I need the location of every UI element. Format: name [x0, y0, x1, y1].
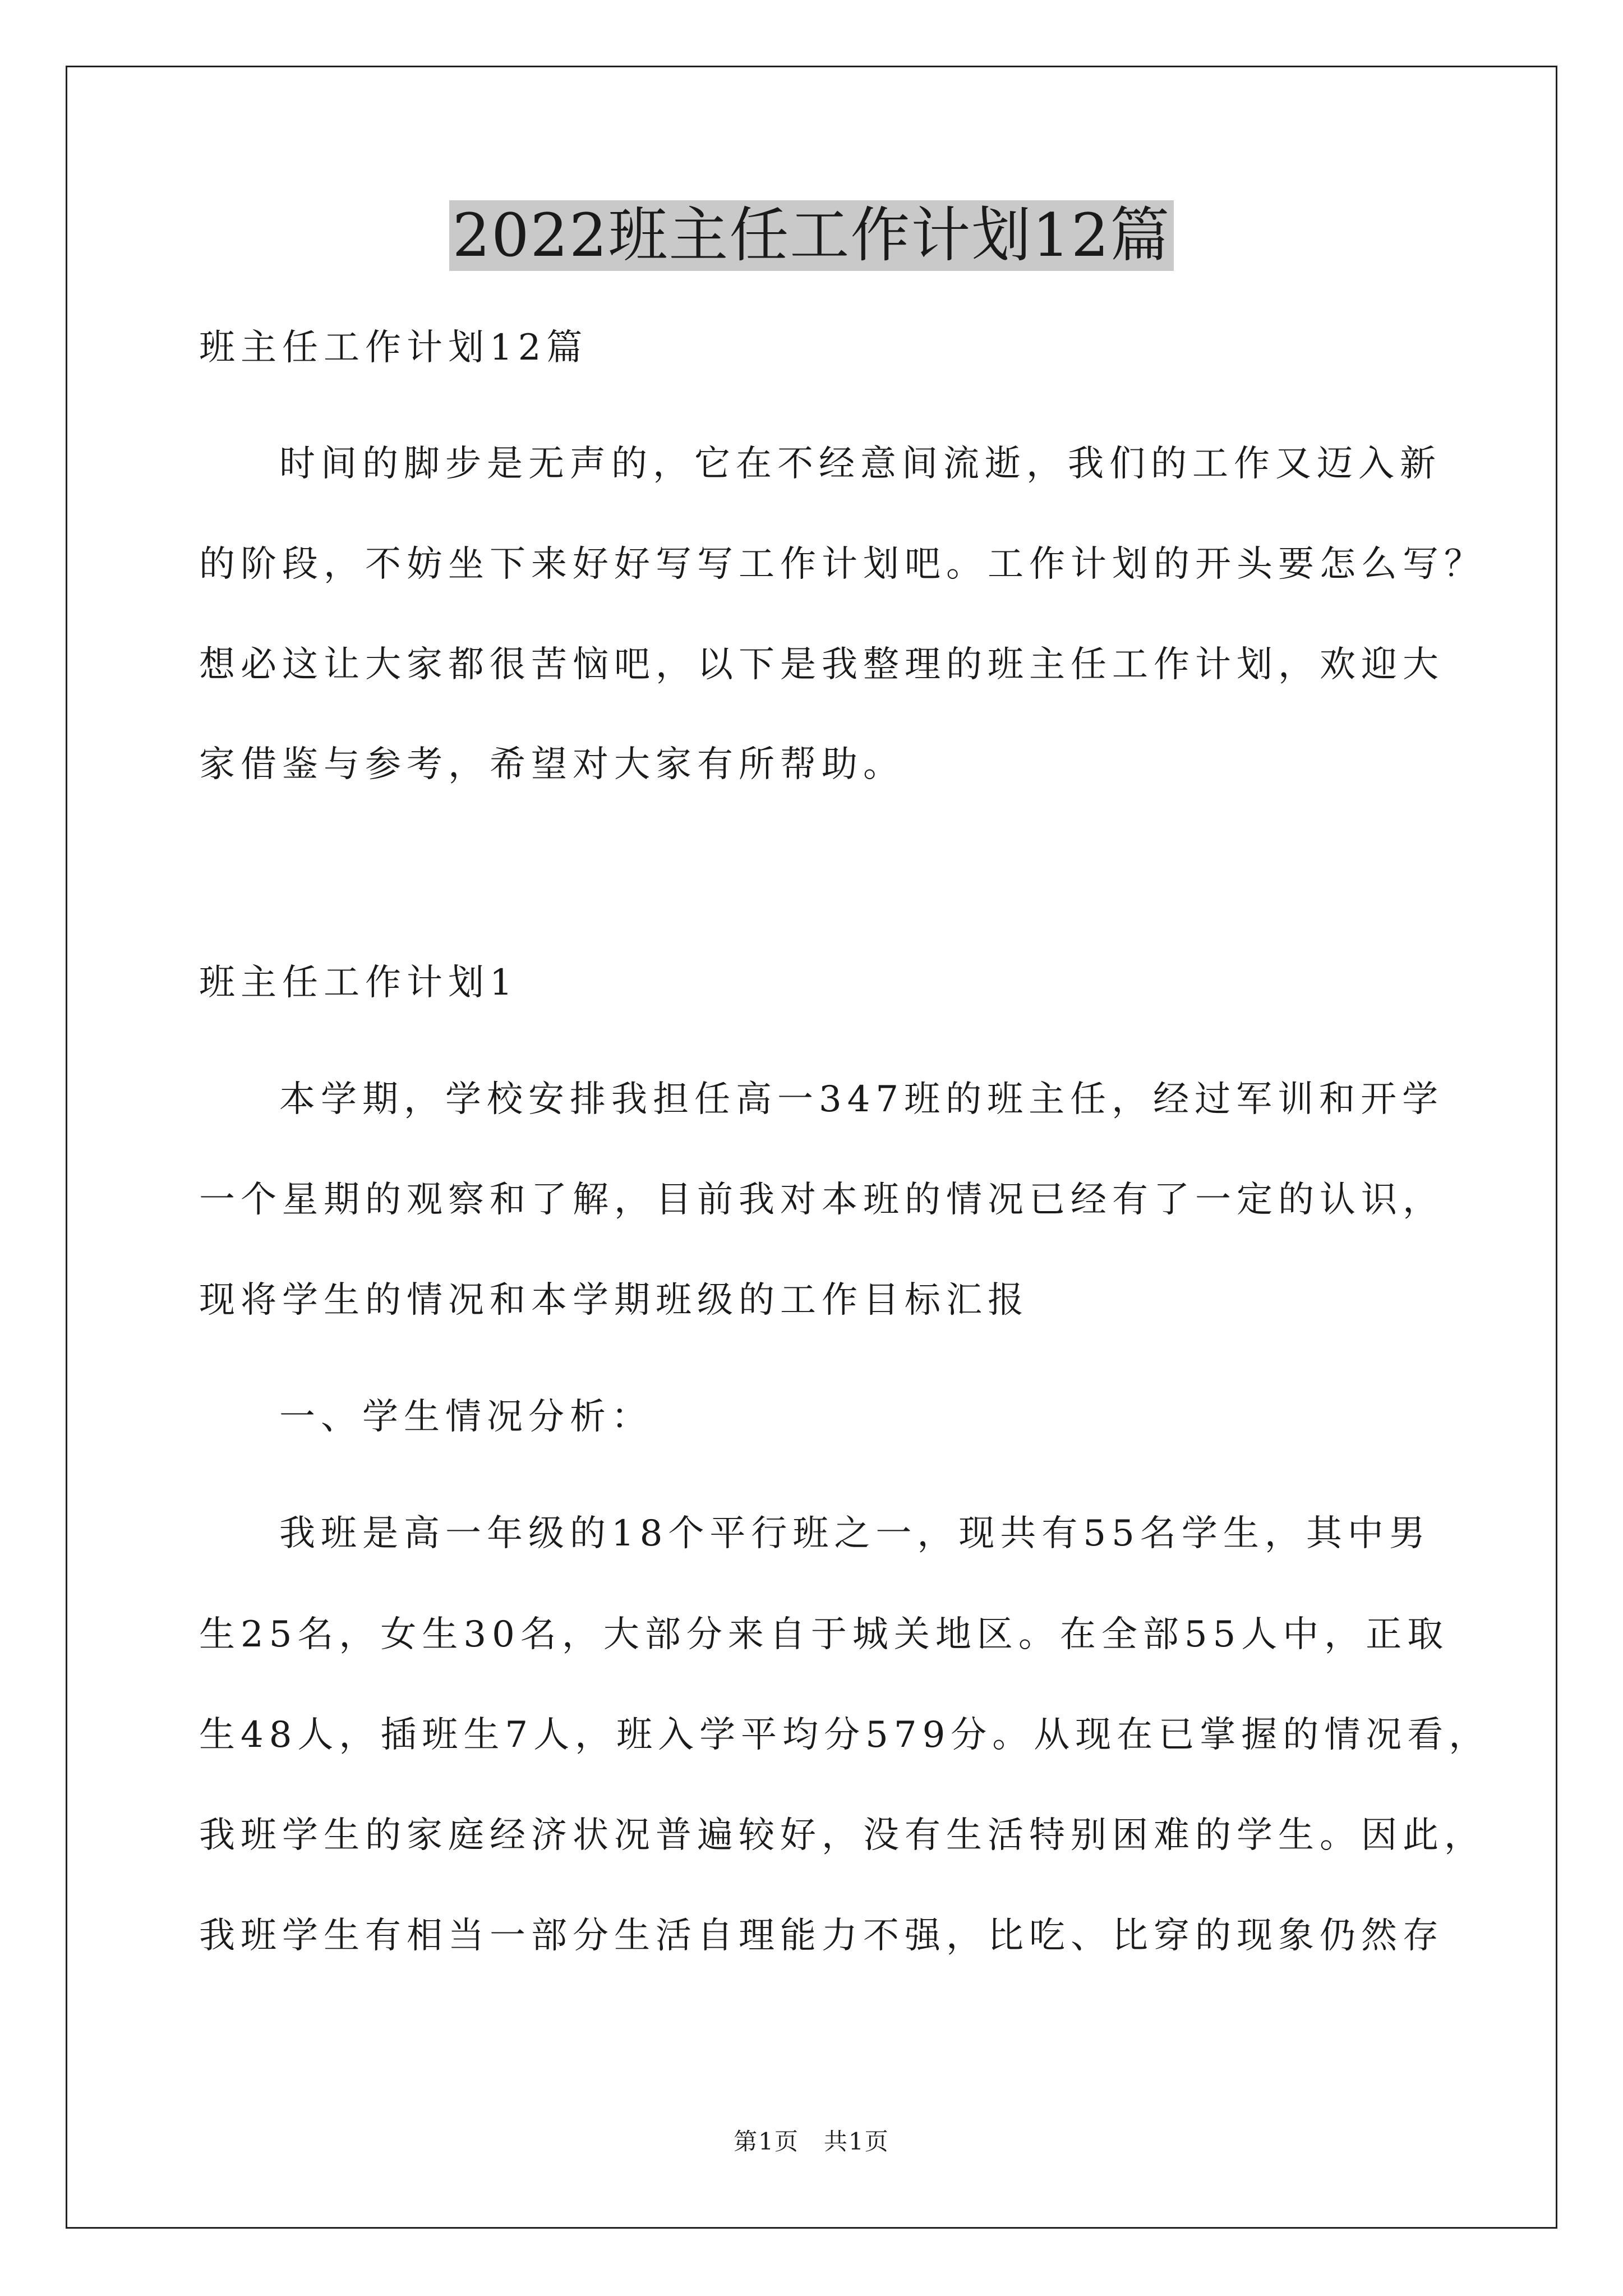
page-border: [66, 66, 1557, 2229]
paragraph-line: 生48人，插班生7人，班入学平均分579分。从现在已掌握的情况看，: [199, 1714, 1491, 1756]
subtitle-line: 班主任工作计划12篇: [199, 327, 588, 369]
document-title-text: 2022班主任工作计划12篇: [449, 200, 1174, 271]
paragraph-line: 时间的脚步是无声的，它在不经意间流逝，我们的工作又迈入新: [279, 443, 1441, 485]
paragraph-line: 现将学生的情况和本学期班级的工作目标汇报: [199, 1280, 1029, 1321]
paragraph-line: 我班是高一年级的18个平行班之一，现共有55名学生，其中男: [279, 1513, 1431, 1554]
paragraph-line: 我班学生的家庭经济状况普遍较好，没有生活特别困难的学生。因此，: [199, 1815, 1486, 1856]
section-heading: 班主任工作计划1: [199, 962, 518, 1004]
document-title: [0, 200, 1623, 271]
paragraph-line: 本学期，学校安排我担任高一347班的班主任，经过军训和开学: [279, 1079, 1444, 1120]
page-number: 第1页 共1页: [734, 2128, 889, 2155]
subheading-line: 一、学生情况分析：: [279, 1396, 653, 1438]
paragraph-line: 想必这让大家都很苦恼吧，以下是我整理的班主任工作计划，欢迎大: [199, 644, 1444, 685]
paragraph-line: 生25名，女生30名，大部分来自于城关地区。在全部55人中，正取: [199, 1614, 1449, 1655]
paragraph-line: 家借鉴与参考，希望对大家有所帮助。: [199, 744, 905, 785]
paragraph-line: 的阶段，不妨坐下来好好写写工作计划吧。工作计划的开头要怎么写？: [199, 544, 1486, 585]
paragraph-line: 我班学生有相当一部分生活自理能力不强，比吃、比穿的现象仍然存: [199, 1915, 1444, 1957]
paragraph-line: 一个星期的观察和了解，目前我对本班的情况已经有了一定的认识，: [199, 1179, 1444, 1221]
